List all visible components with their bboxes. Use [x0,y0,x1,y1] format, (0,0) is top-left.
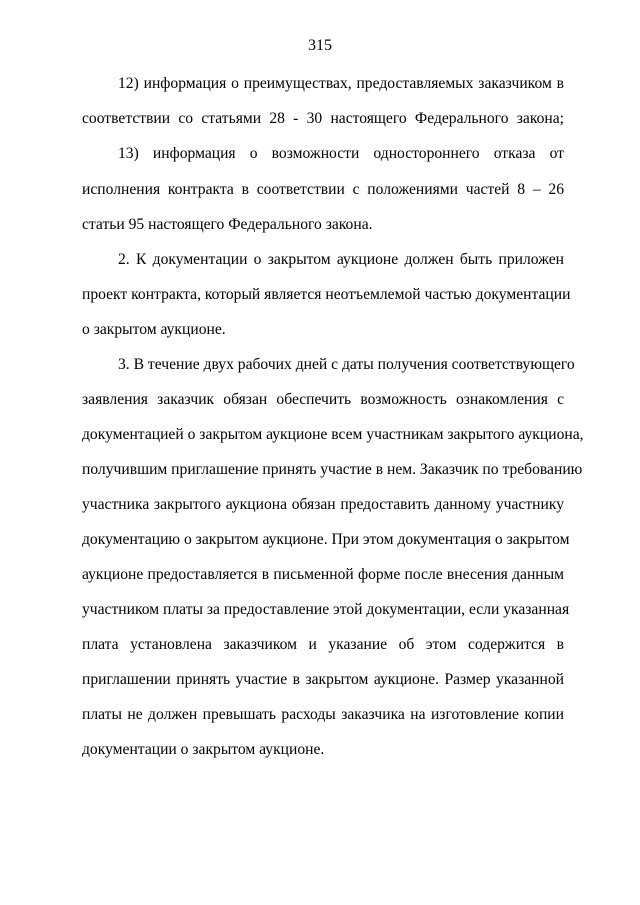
item-13-line-2: исполнения контракта в соответствии с положениями частей 8 – 26 [82,181,564,198]
paragraph-3-line-1: 3. В течение двух рабочих дней с даты получения соответствующего [118,356,575,373]
paragraph-3-line-10: приглашении принять участие в закрытом аукционе. Размер указанной [82,671,564,688]
paragraph-3-line-3: документацией о закрытом аукционе всем участникам закрытого аукциона, [82,426,584,443]
item-13-line-1: 13) информация о возможности одностороннего отказа от [118,145,564,162]
paragraph-3-line-11: платы не должен превышать расходы заказчика на изготовление копии [82,706,564,723]
paragraph-3-line-2: заявления заказчик обязан обеспечить возможность ознакомления с [82,391,564,408]
item-12-line-2: соответствии со статьями 28 - 30 настоящего Федерального закона; [82,110,564,127]
paragraph-2-line-2: проект контракта, который является неотъемлемой частью документации [82,286,571,303]
paragraph-3-line-7: аукционе предоставляется в письменной форме после внесения данным [82,566,564,583]
paragraph-2-line-1: 2. К документации о закрытом аукционе должен быть приложен [118,251,564,268]
page-number: 315 [308,37,332,54]
paragraph-3-line-9: плата установлена заказчиком и указание об этом содержится в [82,636,564,653]
paragraph-3-line-5: участника закрытого аукциона обязан предоставить данному участнику [82,496,564,513]
paragraph-2-line-3: о закрытом аукционе. [82,321,226,338]
paragraph-3-line-6: документацию о закрытом аукционе. При этом документация о закрытом [82,531,570,548]
item-13-line-3: статьи 95 настоящего Федерального закона. [82,216,373,233]
paragraph-3-line-12: документации о закрытом аукционе. [82,741,325,758]
paragraph-3-line-4: получившим приглашение принять участие в нем. Заказчик по требованию [82,461,583,478]
item-12-line-1: 12) информация о преимуществах, предоставляемых заказчиком в [118,75,564,92]
paragraph-3-line-8: участником платы за предоставление этой документации, если указанная [82,601,570,618]
